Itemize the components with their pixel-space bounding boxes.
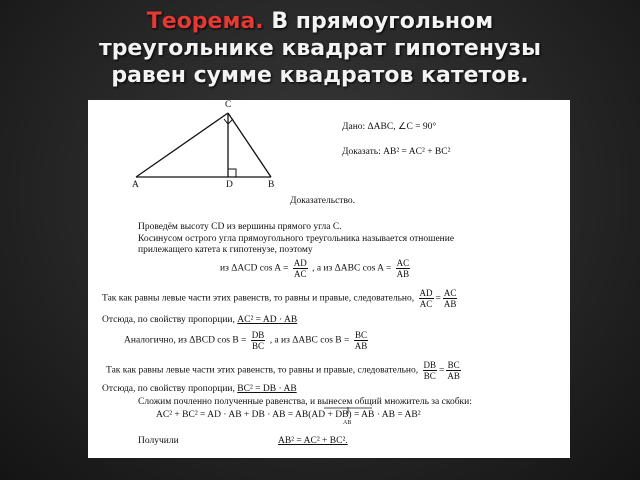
brace-label: AB <box>343 420 352 426</box>
formula-cosA <box>220 258 412 279</box>
fraction-AC-AB: $\frac{AC}{AB}$ <box>396 258 410 279</box>
proof-step-7: Сложим почленно полученные равенства, и вынесем общий множитель за скобки: <box>138 397 472 407</box>
vertex-D: D <box>226 180 233 190</box>
proof-document-image <box>88 100 570 458</box>
proof-heading: Доказательство. <box>290 196 355 206</box>
fraction-AD-AC-2: $\frac{AD}{AC}$ <box>419 288 433 309</box>
fraction-BC-AB: $\frac{BC}{AB}$ <box>354 330 368 351</box>
proof-conclusion-formula: AB² = AC² + BC². <box>278 436 348 446</box>
side-AC <box>136 113 228 177</box>
title-line-2: треугольнике квадрат гипотенузы <box>98 36 542 61</box>
fraction-BC-AB-2: $\frac{BC}{AB}$ <box>447 360 460 381</box>
proof-step-5-text: Так как равны левые части этих равенств, то равны и правые, следовательно, <box>106 365 419 376</box>
proof-step-6 <box>102 384 297 395</box>
fraction-DB-BC: $\frac{DB}{BC}$ <box>251 330 265 351</box>
fraction-DB-BC-2: $\frac{DB}{BC}$ <box>423 360 437 381</box>
formula-cosB-mid: , а из ΔABC cos B = <box>269 335 350 346</box>
title-line-1: В прямоугольном <box>271 9 494 34</box>
formula-cosA-pre: из ΔACD cos A = <box>220 263 289 274</box>
formula-cosA-mid: , а из ΔABC cos A = <box>312 263 392 274</box>
right-angle-mark-D <box>228 169 236 177</box>
prove-text: Доказать: AB² = AC² + BC² <box>342 147 451 157</box>
fraction-AD-AC: $\frac{AD}{AC}$ <box>293 258 307 279</box>
fraction-AC-AB-2: $\frac{AC}{AB}$ <box>443 288 457 309</box>
vertex-C: C <box>225 100 232 110</box>
proof-step-8: AC² + BC² = AD · AB + DB · AB = AB(AD + DB) = AB · AB = AB² <box>156 410 421 420</box>
proof-step-4 <box>102 315 297 326</box>
vertex-A: A <box>132 180 139 190</box>
proof-step-3-text: Так как равны левые части этих равенств, то равны и правые, следовательно, <box>102 293 415 304</box>
vertex-B: B <box>268 180 275 190</box>
title-line-3: равен сумме квадратов катетов. <box>111 63 529 88</box>
given-text: Дано: ΔABC, ∠C = 90° <box>342 122 437 132</box>
slide-title <box>0 8 640 89</box>
proof-step-1: Проведём высоту CD из вершины прямого угла C. <box>138 222 342 232</box>
side-CB <box>228 113 271 177</box>
formula-cosB-pre: Аналогично, из ΔBCD cos B = <box>124 335 247 346</box>
proof-step-3: Так как равны левые части этих равенств, то равны и правые, следовательно, $\frac{AD}{AC}$ = $\frac{AC}{AB}$ <box>102 288 457 309</box>
proof-step-2b: прилежащего катета к гипотенузе, поэтому <box>138 245 313 255</box>
proof-step-5: Так как равны левые части этих равенств, то равны и правые, следовательно, $\frac{DB}{BC}$ = $\frac{BC}{AB}$ <box>106 360 460 381</box>
formula-cosB <box>124 330 370 351</box>
proof-step-6-text: Отсюда, по свойству пропорции, <box>102 384 235 394</box>
proof-step-4-text: Отсюда, по свойству пропорции, <box>102 315 235 325</box>
formula-AC-squared: AC² = AD · AB <box>237 315 298 325</box>
theorem-label: Теорема. <box>146 9 264 34</box>
proof-step-2a: Косинусом острого угла прямоугольного треугольника называется отношение <box>138 234 455 244</box>
proof-conclusion-label: Получили <box>138 436 179 446</box>
formula-BC-squared: BC² = DB · AB <box>237 384 297 394</box>
